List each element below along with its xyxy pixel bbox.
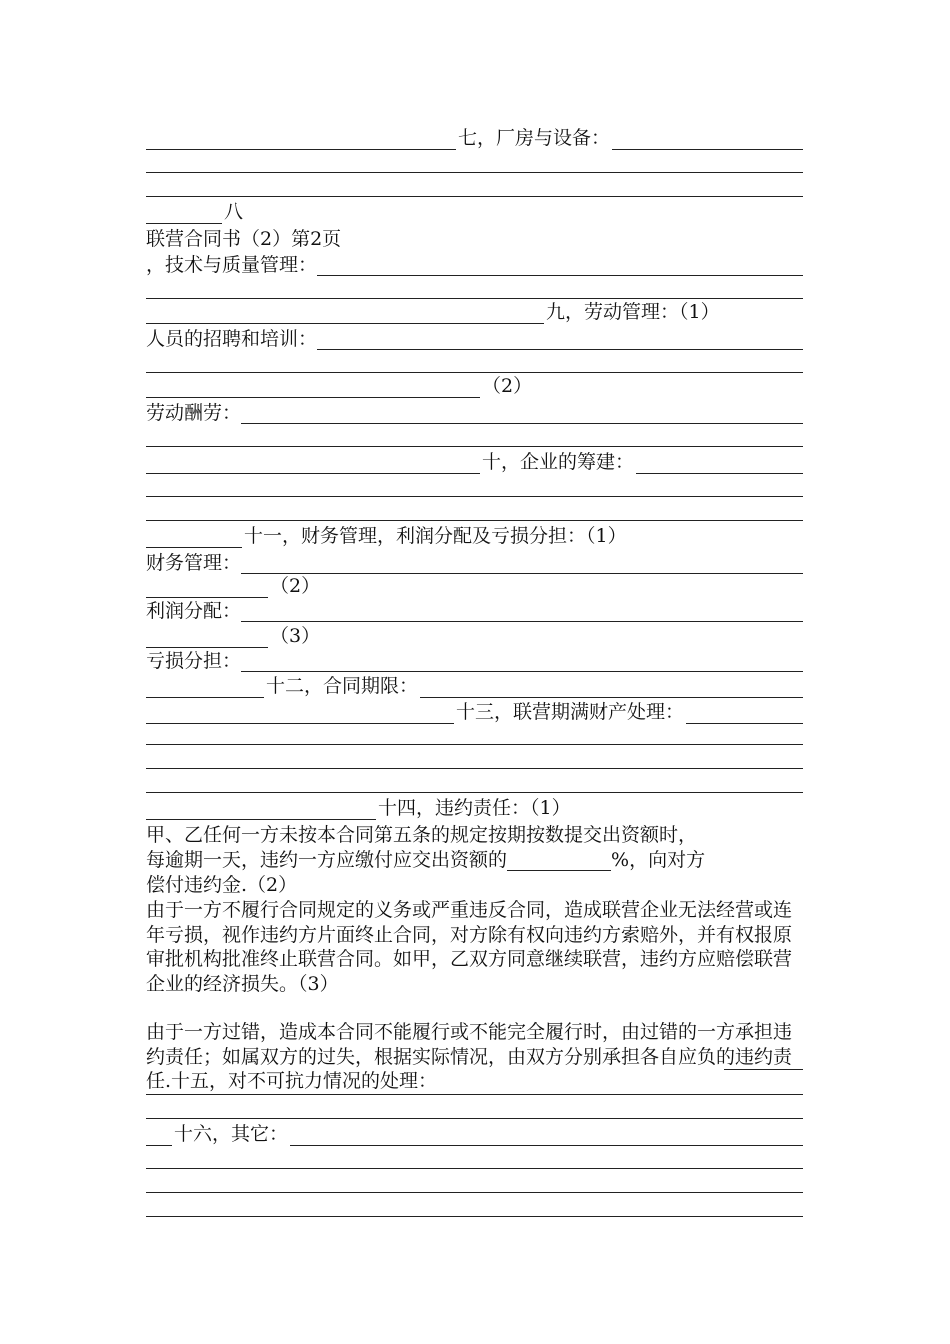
clause-1-text: 甲、乙任何一方未按本合同第五条的规定按期按数提交出资额时， <box>146 824 698 846</box>
blank[interactable] <box>146 677 264 698</box>
blank[interactable] <box>686 703 803 724</box>
blank-line[interactable] <box>146 174 803 197</box>
line-s16 <box>146 1120 803 1146</box>
section-13-title: 十三，联营期满财产处理： <box>456 701 685 723</box>
blank-line[interactable] <box>146 1072 803 1095</box>
label-recruitment: 人员的招聘和培训： <box>146 328 318 350</box>
blank[interactable] <box>146 303 544 324</box>
line-s11-1 <box>146 548 803 574</box>
section-10-title: 十，企业的筹建： <box>482 451 635 473</box>
line-s9-2 <box>146 372 803 398</box>
subitem-2: （2） <box>482 375 533 397</box>
blank-line[interactable] <box>146 474 803 497</box>
blank-line[interactable] <box>146 276 803 299</box>
penalty-rate-blank[interactable] <box>507 851 611 871</box>
line-s13 <box>146 698 803 724</box>
blank-line[interactable] <box>146 1096 803 1119</box>
blank-line[interactable] <box>146 770 803 793</box>
clause-1-text: %，向对方 <box>611 849 706 871</box>
section-16-title: 十六，其它： <box>174 1123 289 1145</box>
blank[interactable] <box>146 527 242 548</box>
line-s9-2-label <box>146 398 803 424</box>
blank[interactable] <box>241 403 803 424</box>
line-s7 <box>146 124 803 150</box>
label-loss-sharing: 亏损分担： <box>146 650 242 672</box>
blank[interactable] <box>146 203 222 224</box>
subitem-3: （3） <box>270 625 321 647</box>
blank[interactable] <box>146 799 376 820</box>
clause-1-text: 每逾期一天，违约一方应缴付应交出资额的 <box>146 849 508 871</box>
blank[interactable] <box>241 553 803 574</box>
section-14-title: 十四，违约责任：（1） <box>378 797 571 819</box>
label-financial-management: 财务管理： <box>146 552 242 574</box>
section-8-title: ，技术与质量管理： <box>146 254 318 276</box>
blank[interactable] <box>636 453 803 474</box>
clause-1-text: 偿付违约金.（2） <box>146 874 298 896</box>
clause-3-paragraph <box>146 1020 806 1092</box>
line-s11 <box>146 522 803 548</box>
line-s11-2-label <box>146 596 803 622</box>
label-profit-distribution: 利润分配： <box>146 600 242 622</box>
blank-line[interactable] <box>146 350 803 373</box>
blank[interactable] <box>146 577 268 598</box>
section-12-title: 十二，合同期限： <box>266 675 419 697</box>
blank[interactable] <box>317 329 803 350</box>
blank[interactable] <box>612 129 803 150</box>
blank-line[interactable] <box>146 498 803 521</box>
blank[interactable] <box>146 703 454 724</box>
blank-line[interactable] <box>146 746 803 769</box>
line-s14 <box>146 794 803 820</box>
blank[interactable] <box>146 627 268 648</box>
line-s12 <box>146 672 803 698</box>
section-9-title: 九，劳动管理：（1） <box>546 301 720 323</box>
blank-line[interactable] <box>146 1146 803 1169</box>
blank-line[interactable] <box>146 722 803 745</box>
line-s11-2 <box>146 572 803 598</box>
subitem-2: （2） <box>270 575 321 597</box>
blank[interactable] <box>146 1125 172 1146</box>
line-s11-3 <box>146 622 803 648</box>
line-s9-1 <box>146 324 803 350</box>
blank[interactable] <box>290 1125 803 1146</box>
line-s14-p1d <box>146 870 803 896</box>
blank[interactable] <box>146 453 480 474</box>
line-s11-3-label <box>146 646 803 672</box>
page-header: 联营合同书（2）第2页 <box>146 228 342 250</box>
clause-2-paragraph: 由于一方不履行合同规定的义务或严重违反合同，造成联营企业无法经营或连年亏损，视作违约方片面终止合同，对方除有权向违约方索赔外，并有权报原审批机构批准终止联营合同。如甲，乙双方同意继续联营，违约方应赔偿联营企业的经济损失。（3） <box>146 899 793 995</box>
section-7-title: 七，厂房与设备： <box>458 127 611 149</box>
blank[interactable] <box>420 677 803 698</box>
label-remuneration: 劳动酬劳： <box>146 402 242 424</box>
blank[interactable] <box>317 255 803 276</box>
blank[interactable] <box>241 651 803 672</box>
blank-line[interactable] <box>146 150 803 173</box>
blank[interactable] <box>724 1049 803 1070</box>
line-s8b <box>146 250 803 276</box>
blank[interactable] <box>241 601 803 622</box>
blank-line[interactable] <box>146 1170 803 1193</box>
line-s14-p1a <box>146 820 803 846</box>
line-header <box>146 224 803 250</box>
line-s14-p1b <box>146 845 803 871</box>
line-s10 <box>146 448 803 474</box>
section-8-number: 八 <box>224 201 244 223</box>
clause-3-text: 由于一方过错，造成本合同不能履行或不能完全履行时，由过错的一方承担违约责任；如属双方的过失，根据实际情况，由双方分别承担各自应负的违约责任.十五，对不可抗力情况的处理： <box>146 1021 793 1092</box>
section-11-title: 十一，财务管理，利润分配及亏损分担：（1） <box>244 525 627 547</box>
line-s8 <box>146 198 803 224</box>
blank-line[interactable] <box>146 424 803 447</box>
blank[interactable] <box>146 377 480 398</box>
line-s9 <box>146 298 803 324</box>
blank-line[interactable] <box>146 1194 803 1217</box>
blank[interactable] <box>146 129 456 150</box>
